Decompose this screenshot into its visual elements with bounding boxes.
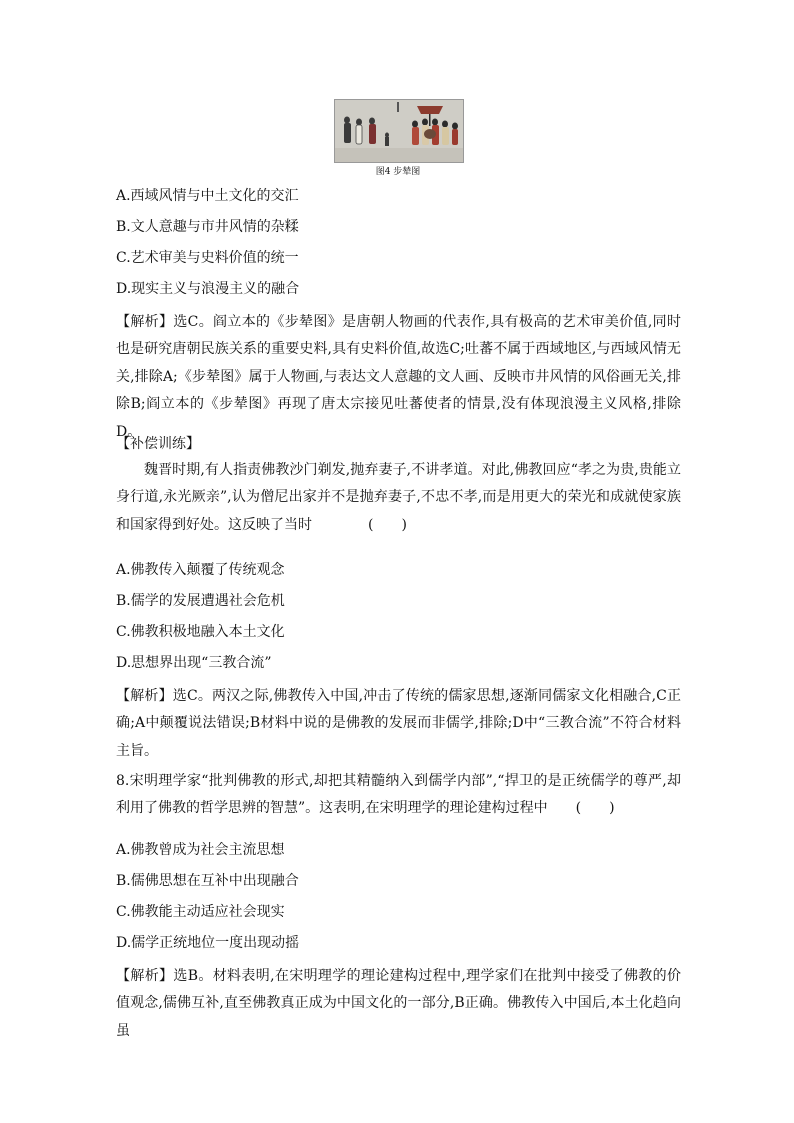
q3-answer-paren: ( ) [575, 800, 615, 817]
painting-image [335, 100, 463, 162]
q2-option-b: B.儒学的发展遭遇社会危机 [116, 593, 285, 609]
painting-figure [334, 99, 464, 163]
q1-analysis: 【解析】选C。阎立本的《步辇图》是唐朝人物画的代表作,具有极高的艺术审美价值,同时也是研究唐朝民族关系的重要史料,具有史料价值,故选C;吐蕃不属于西域地区,与西域风情无关,排除A;《步辇图》属于人物画,与表达文人意趣的文人画、反映市井风情的风俗画无关,排除B;阎立本的《步辇图》再现了唐太宗接见吐蕃使者的情景,没有体现浪漫主义风格,排除D。 [116, 314, 681, 440]
q3-stem [116, 768, 681, 823]
q2-stem [116, 457, 681, 539]
q3-option-c: C.佛教能主动适应社会现实 [116, 904, 285, 920]
q3-option-b: B.儒佛思想在互补中出现融合 [116, 873, 299, 889]
q2-option-d: D.思想界出现“三教合流” [116, 655, 272, 671]
q2-option-c: C.佛教积极地融入本土文化 [116, 624, 285, 640]
q1-option-a: A.西域风情与中土文化的交汇 [116, 188, 299, 204]
q2-answer-paren: ( ) [368, 516, 407, 533]
q2-option-a: A.佛教传入颠覆了传统观念 [116, 562, 285, 578]
q1-option-d: D.现实主义与浪漫主义的融合 [116, 281, 300, 297]
section-title: 【补偿训练】 [116, 436, 200, 452]
q2-analysis: 【解析】选C。两汉之际,佛教传入中国,冲击了传统的儒家思想,逐渐同儒家文化相融合,C正确;A中颠覆说法错误;B材料中说的是佛教的发展而非儒学,排除;D中“三教合流”不符合材料主旨。 [116, 688, 681, 759]
q3-stem-text: 8.宋明理学家“批判佛教的形式,却把其精髓纳入到儒学内部”,“捍卫的是正统儒学的尊严,却利用了佛教的哲学思辨的智慧”。这表明,在宋明理学的理论建构过程中 [116, 773, 681, 817]
q3-option-a: A.佛教曾成为社会主流思想 [116, 842, 285, 858]
q2-stem-text: 魏晋时期,有人指责佛教沙门剃发,抛弃妻子,不讲孝道。对此,佛教回应“孝之为贵,贵能立身行道,永光厥亲”,认为僧尼出家并不是抛弃妻子,不忠不孝,而是用更大的荣光和成就使家族和国家得到好处。这反映了当时 [116, 462, 681, 533]
q3-option-d: D.儒学正统地位一度出现动摇 [116, 935, 300, 951]
figure-caption: 图4 步辇图 [375, 167, 421, 177]
q1-option-c: C.艺术审美与史料价值的统一 [116, 250, 299, 266]
q1-option-b: B.文人意趣与市井风情的杂糅 [116, 219, 299, 235]
q3-analysis: 【解析】选B。材料表明,在宋明理学的理论建构过程中,理学家们在批判中接受了佛教的价值观念,儒佛互补,直至佛教真正成为中国文化的一部分,B正确。佛教传入中国后,本土化趋向虽 [116, 968, 681, 1039]
